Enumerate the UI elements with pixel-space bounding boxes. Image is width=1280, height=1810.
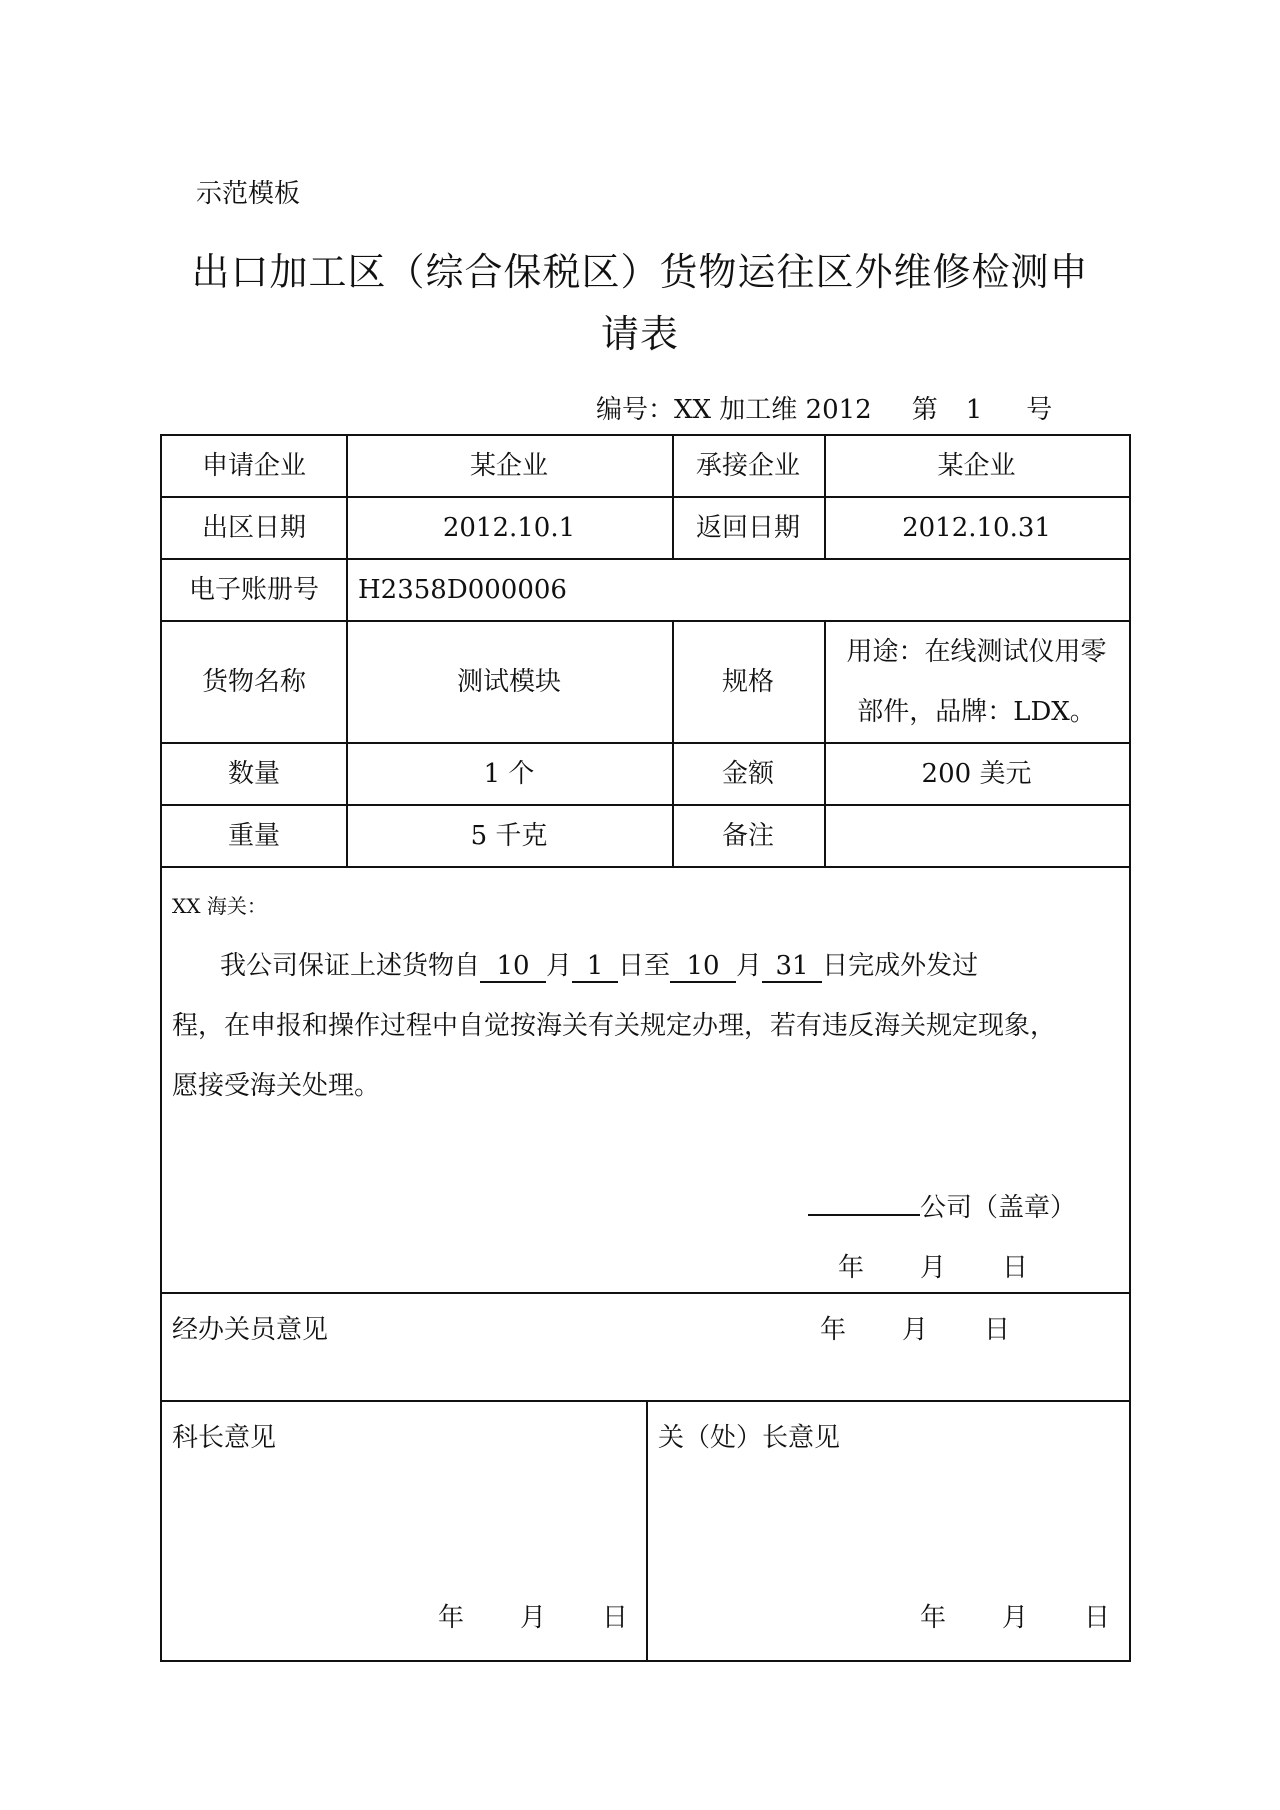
director-opinion-label: 关（处）长意见 xyxy=(658,1423,841,1453)
goods-name-value: 测试模块 xyxy=(456,667,561,697)
apply-company-label: 申请企业 xyxy=(201,451,306,481)
spec-value-line1: 用途：在线测试仪用零 xyxy=(846,637,1107,667)
template-label: 示范模板 xyxy=(196,179,301,209)
serial-num: 1 xyxy=(965,395,983,425)
officer-opinion-label: 经办关员意见 xyxy=(172,1315,329,1345)
guarantee-year: 年 xyxy=(838,1253,865,1283)
to-month-blank: 10 xyxy=(670,951,736,983)
weight-value: 5 千克 xyxy=(470,821,548,851)
guarantee-date xyxy=(838,1250,1028,1286)
officer-month: 月 xyxy=(902,1315,929,1345)
out-date-value: 2012.10.1 xyxy=(442,513,576,543)
guarantee-day: 日 xyxy=(1002,1253,1029,1283)
customs-addressee: XX 海关： xyxy=(172,894,267,918)
serial-di: 第 xyxy=(911,395,938,425)
guarantee-month: 月 xyxy=(920,1253,947,1283)
return-date-label: 返回日期 xyxy=(695,513,800,543)
chief-month: 月 xyxy=(520,1603,547,1633)
director-date xyxy=(920,1600,1110,1636)
contract-company-label: 承接企业 xyxy=(695,451,800,481)
officer-year: 年 xyxy=(820,1315,847,1345)
from-day-blank: 1 xyxy=(572,951,618,983)
return-date-value: 2012.10.31 xyxy=(902,513,1051,543)
from-month-blank: 10 xyxy=(480,951,546,983)
spec-label: 规格 xyxy=(721,667,774,697)
director-day: 日 xyxy=(1084,1603,1111,1633)
guarantee-text-a: 我公司保证上述货物自 xyxy=(220,951,481,981)
amount-value: 200 美元 xyxy=(921,759,1032,789)
guarantee-text-b: 月 xyxy=(546,951,573,981)
ebook-value: H2358D000006 xyxy=(358,575,567,605)
spec-value-line2: 部件，品牌：LDX。 xyxy=(857,697,1096,727)
serial-number xyxy=(596,392,1052,428)
section-chief-date xyxy=(438,1600,628,1636)
guarantee-text-c: 日至 xyxy=(618,951,671,981)
to-day-blank: 31 xyxy=(762,951,822,983)
weight-label: 重量 xyxy=(227,821,280,851)
ebook-label: 电子账册号 xyxy=(188,575,319,605)
remark-value xyxy=(824,806,1129,866)
apply-company-value: 某企业 xyxy=(469,451,548,481)
director-year: 年 xyxy=(920,1603,947,1633)
chief-day: 日 xyxy=(602,1603,629,1633)
guarantee-text-d: 月 xyxy=(736,951,763,981)
quantity-value: 1 个 xyxy=(483,759,535,789)
form-title-line1: 出口加工区（综合保税区）货物运往区外维修检测申 xyxy=(191,250,1089,294)
serial-label: 编号：XX 加工维 2012 xyxy=(596,395,872,425)
guarantee-line3: 愿接受海关处理。 xyxy=(172,1071,381,1101)
guarantee-line2: 程，在申报和操作过程中自觉按海关有关规定办理，若有违反海关规定现象， xyxy=(172,1011,1057,1041)
form-title-line2: 请表 xyxy=(600,312,679,356)
officer-day: 日 xyxy=(984,1315,1011,1345)
director-month: 月 xyxy=(1002,1603,1029,1633)
spec-value xyxy=(824,622,1129,742)
chief-year: 年 xyxy=(438,1603,465,1633)
officer-opinion-date xyxy=(820,1312,1010,1348)
contract-company-value: 某企业 xyxy=(937,451,1016,481)
company-name-blank xyxy=(808,1214,920,1216)
guarantee-text-e: 日完成外发过 xyxy=(822,951,979,981)
quantity-label: 数量 xyxy=(227,759,280,789)
company-stamp-line xyxy=(808,1190,1076,1226)
amount-label: 金额 xyxy=(721,759,774,789)
section-chief-opinion-label: 科长意见 xyxy=(172,1423,277,1453)
out-date-label: 出区日期 xyxy=(201,513,306,543)
company-stamp-label: 公司（盖章） xyxy=(920,1193,1077,1223)
remark-label: 备注 xyxy=(721,821,774,851)
serial-hao: 号 xyxy=(1026,395,1053,425)
goods-name-label: 货物名称 xyxy=(201,667,306,697)
guarantee-line1 xyxy=(220,936,978,996)
